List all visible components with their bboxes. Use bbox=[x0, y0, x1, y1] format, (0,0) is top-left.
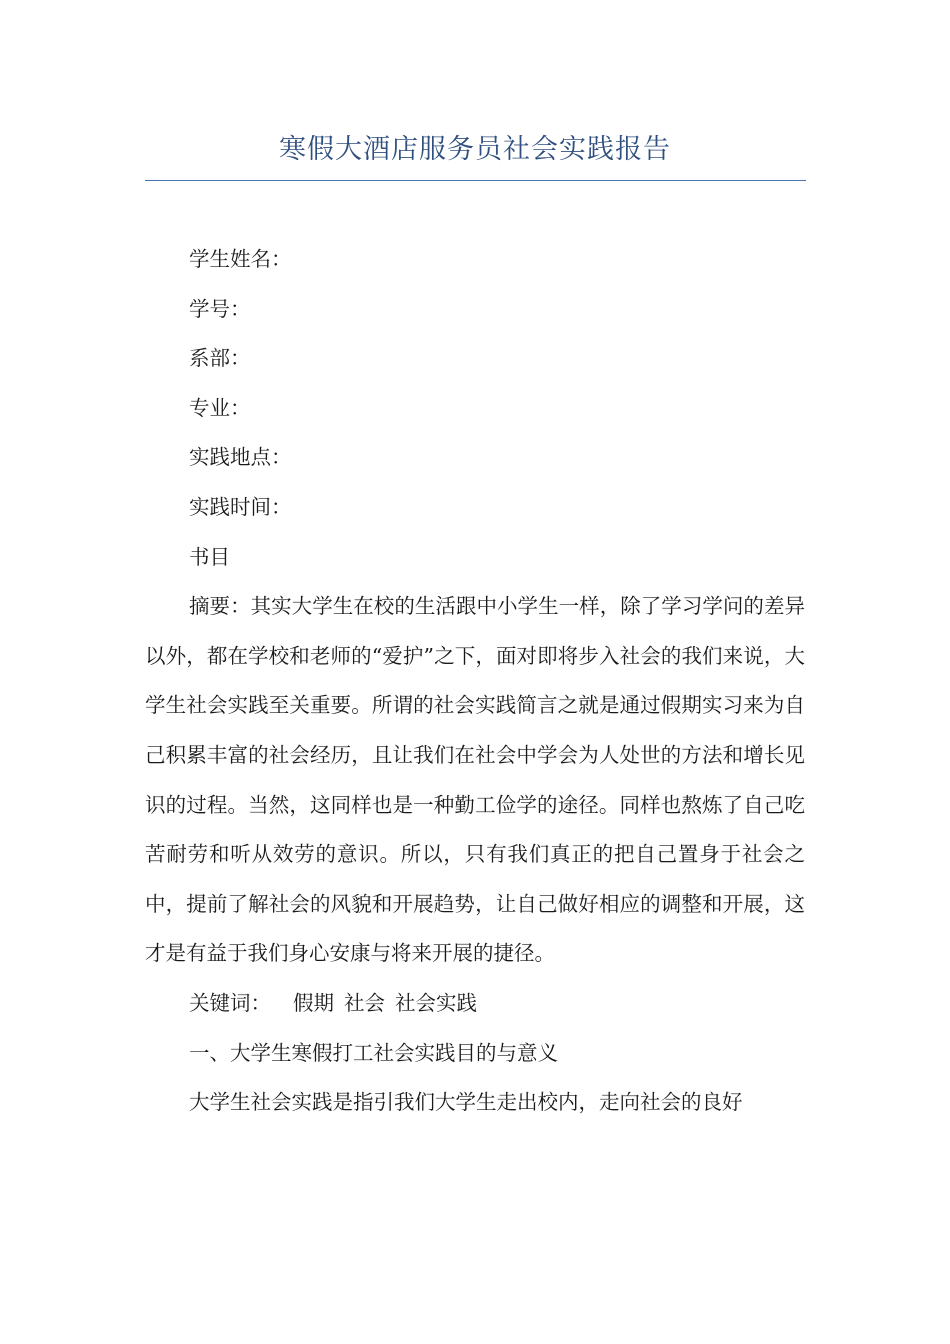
title-underline bbox=[145, 180, 806, 181]
toc-label: 书目 bbox=[189, 544, 230, 569]
field-time: 实践时间： bbox=[189, 494, 292, 519]
keyword: 社会实践 bbox=[395, 990, 477, 1015]
field-location: 实践地点： bbox=[189, 445, 292, 470]
keywords-label: 关键词： bbox=[189, 990, 271, 1015]
keyword: 社会 bbox=[344, 990, 385, 1015]
field-major: 专业： bbox=[189, 395, 251, 420]
field-student-id: 学号： bbox=[189, 296, 251, 321]
keywords-line bbox=[145, 979, 805, 1029]
document-title: 寒假大酒店服务员社会实践报告 bbox=[279, 134, 671, 165]
abstract-paragraph: 摘要：其实大学生在校的生活跟中小学生一样，除了学习学问的差异以外，都在学校和老师的“爱护”之下，面对即将步入社会的我们来说，大学生社会实践至关重要。所谓的社会实践简言之就是通过假期实习来为自己积累丰富的社会经历，且让我们在社会中学会为人处世的方法和增长见识的过程。当然，这同样也是一种勤工俭学的途径。同样也熬炼了自己吃苦耐劳和听从效劳的意识。所以，只有我们真正的把自己置身于社会之中，提前了解社会的风貌和开展趋势，让自己做好相应的调整和开展，这才是有益于我们身心安康与将来开展的捷径。 bbox=[145, 594, 805, 966]
section-heading: 一、大学生寒假打工社会实践目的与意义 bbox=[189, 1040, 558, 1065]
keyword: 假期 bbox=[293, 990, 334, 1015]
document-body bbox=[145, 235, 805, 1128]
section-paragraph: 大学生社会实践是指引我们大学生走出校内，走向社会的良好 bbox=[189, 1090, 743, 1115]
field-department: 系部： bbox=[189, 346, 251, 371]
field-student-name: 学生姓名： bbox=[189, 247, 292, 271]
